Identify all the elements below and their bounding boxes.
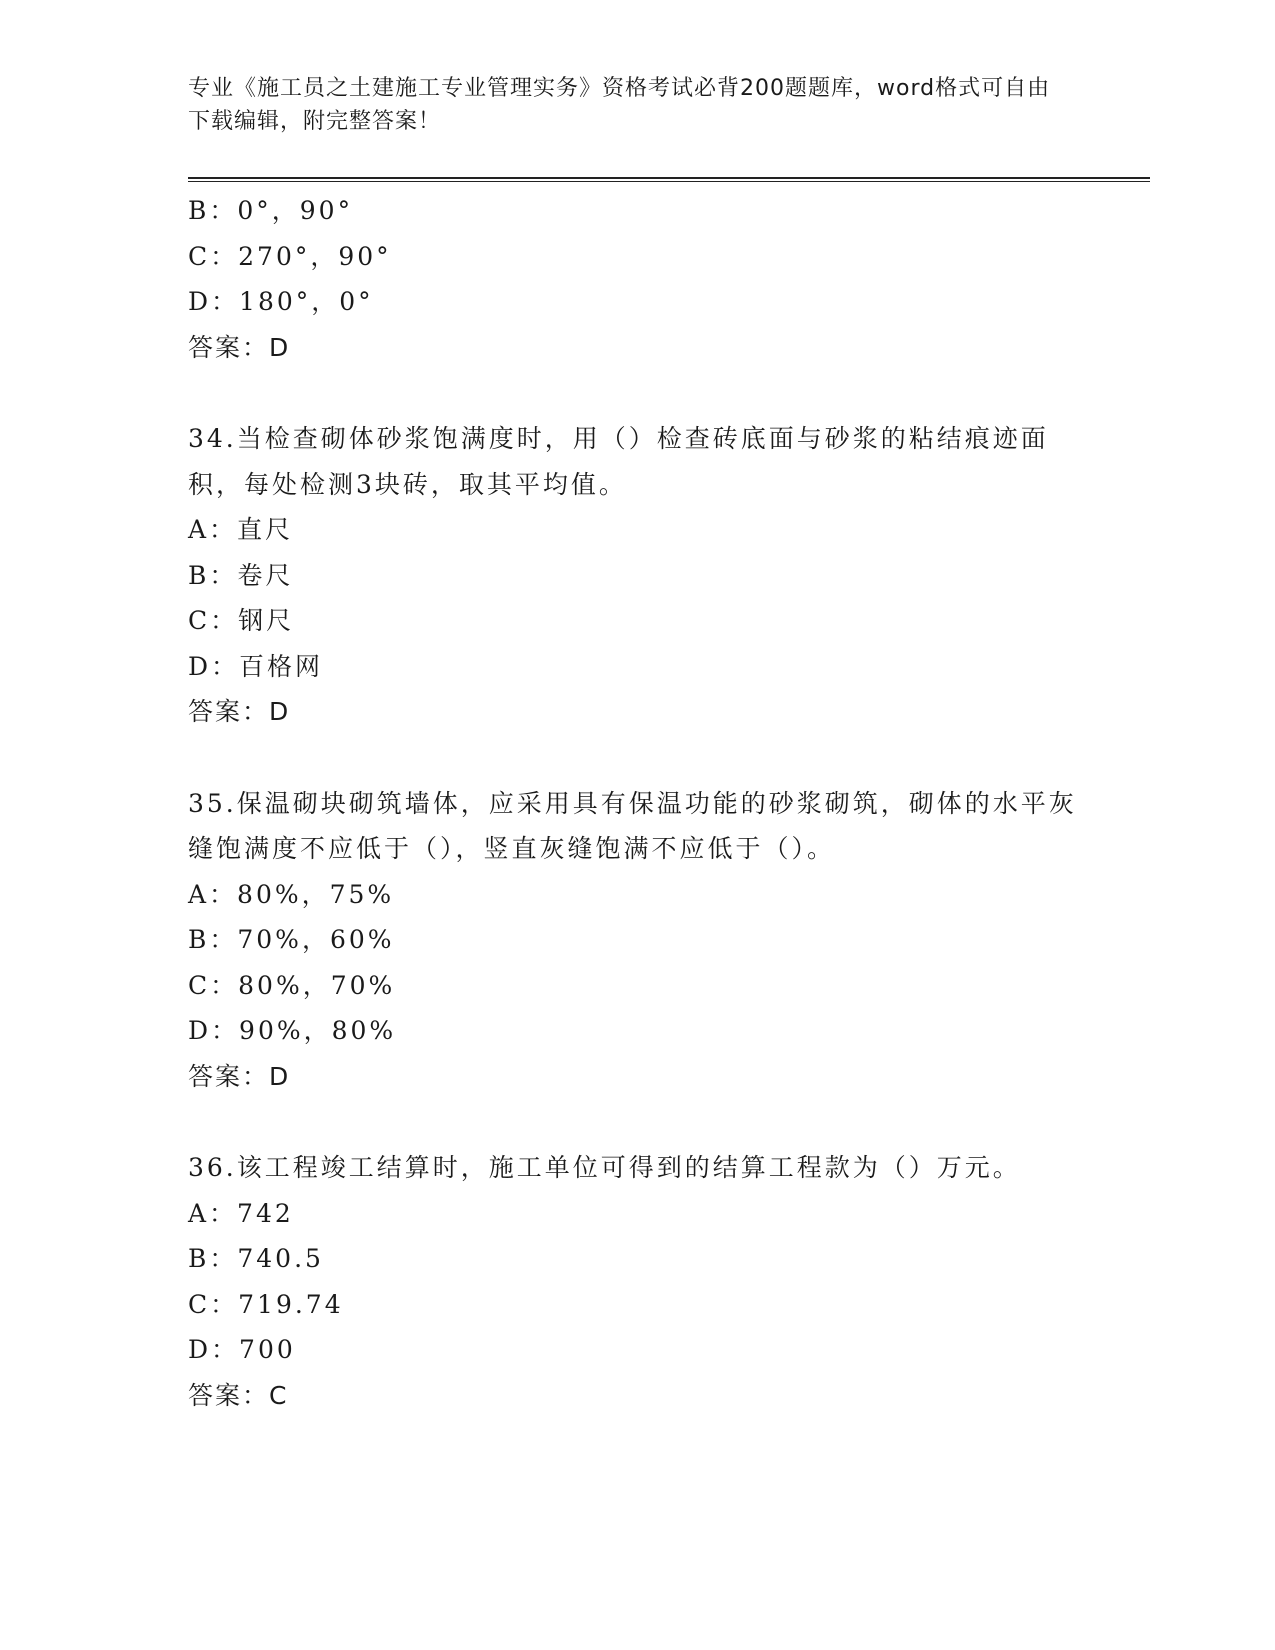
question-text: 34.当检查砌体砂浆饱满度时，用（）检查砖底面与砂浆的粘结痕迹面积，每处检测3块砖，取其平均值。 (188, 424, 1049, 499)
spacer (188, 370, 1088, 416)
question-36 (188, 1145, 1088, 1418)
option-d: D：百格网 (188, 651, 324, 681)
header-rule-thick (188, 177, 1150, 179)
option-b: B：740.5 (188, 1244, 324, 1273)
question-34 (188, 416, 1088, 735)
option-d: D：180°，0° (188, 287, 374, 316)
option-a: A：80%，75% (188, 879, 395, 909)
option-c: C：270°，90° (188, 241, 392, 271)
document-header (188, 72, 1068, 138)
question-text: 36.该工程竣工结算时，施工单位可得到的结算工程款为（）万元。 (188, 1153, 1021, 1182)
option-b: B：0°，90° (188, 196, 354, 225)
option-c: C：719.74 (188, 1289, 344, 1319)
answer-line: 答案：D (188, 1061, 291, 1091)
header-rule-thin (188, 181, 1150, 182)
option-b: B：70%，60% (188, 925, 395, 954)
option-d: D：700 (188, 1335, 296, 1364)
option-b: B：卷尺 (188, 560, 294, 590)
option-a: A：直尺 (188, 515, 294, 544)
option-d: D：90%，80% (188, 1016, 397, 1045)
spacer (188, 1099, 1088, 1145)
answer-line: 答案：D (188, 332, 291, 362)
question-text: 35.保温砌块砌筑墙体，应采用具有保温功能的砂浆砌筑，砌体的水平灰缝饱满度不应低于（），竖直灰缝饱满不应低于（）。 (188, 788, 1077, 863)
option-a: A：742 (188, 1198, 294, 1228)
option-c: C：钢尺 (188, 606, 295, 635)
answer-line: 答案：D (188, 697, 291, 726)
answer-line: 答案：C (188, 1380, 289, 1410)
option-c: C：80%，70% (188, 970, 396, 1000)
question-33-continued (188, 188, 1088, 370)
question-35 (188, 781, 1088, 1100)
spacer (188, 735, 1088, 781)
document-body (188, 188, 1088, 1418)
header-title: 专业《施工员之土建施工专业管理实务》资格考试必背200题题库，word格式可自由下载编辑，附完整答案！ (188, 76, 1051, 134)
